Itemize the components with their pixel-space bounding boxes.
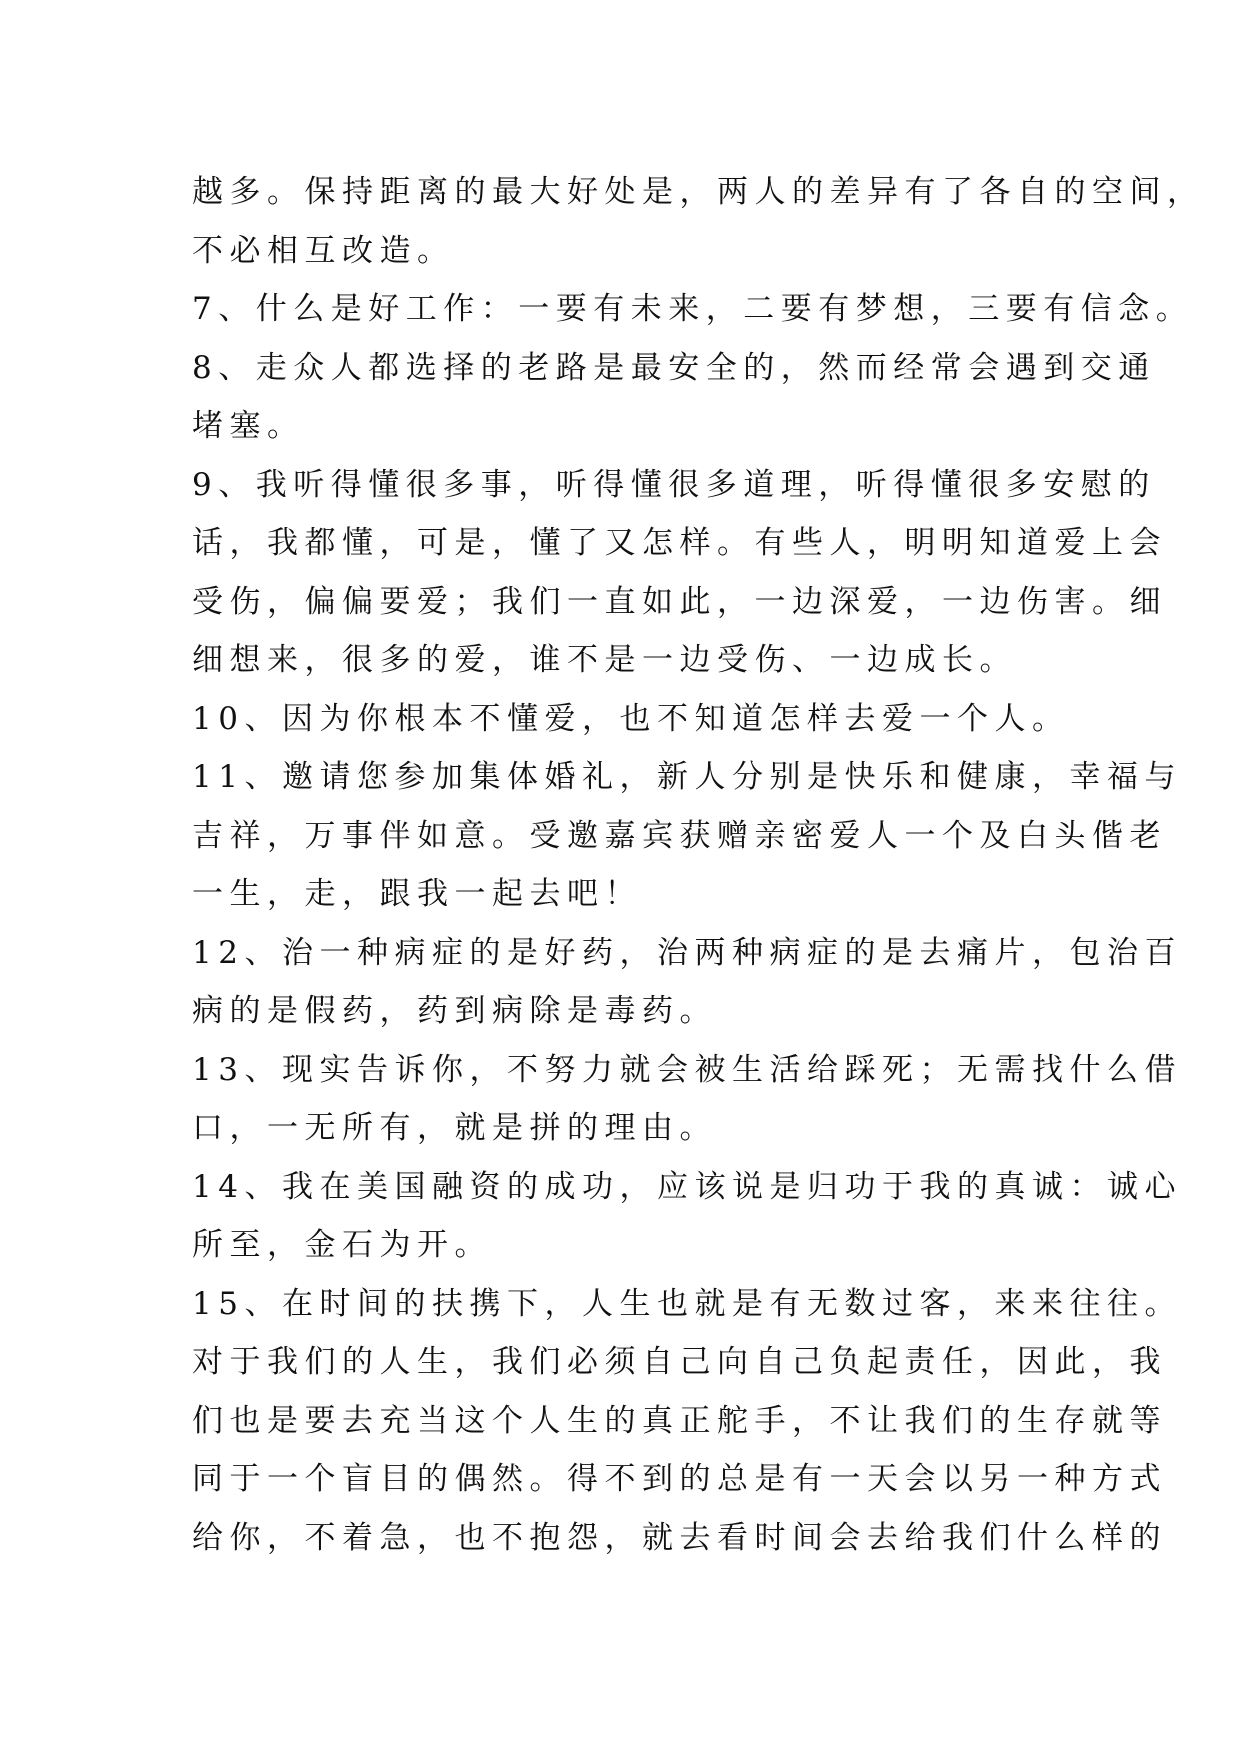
- text-line: 10、因为你根本不懂爱，也不知道怎样去爱一个人。: [192, 700, 1070, 737]
- text-line: 15、在时间的扶携下，人生也就是有无数过客，来来往往。: [192, 1285, 1182, 1322]
- text-line: 话，我都懂，可是，懂了又怎样。有些人，明明知道爱上会: [192, 525, 1167, 561]
- text-line: 7、什么是好工作：一要有未来，二要有梦想，三要有信念。: [192, 291, 1194, 327]
- text-line: 12、治一种病症的是好药，治两种病症的是去痛片，包治百: [192, 934, 1182, 971]
- text-line: 堵塞。: [192, 408, 305, 444]
- text-line: 不必相互改造。: [192, 232, 455, 269]
- body-text: [192, 163, 1205, 1567]
- text-line: 11、邀请您参加集体婚礼，新人分别是快乐和健康，幸福与: [192, 759, 1182, 795]
- text-line: 病的是假药，药到病除是毒药。: [192, 993, 717, 1029]
- text-line: 受伤，偏偏要爱；我们一直如此，一边深爱，一边伤害。细: [192, 583, 1167, 620]
- text-line: 们也是要去充当这个人生的真正舵手，不让我们的生存就等: [192, 1402, 1167, 1439]
- text-line: 13、现实告诉你，不努力就会被生活给踩死；无需找什么借: [192, 1051, 1182, 1088]
- text-line: 9、我听得懂很多事，听得懂很多道理，听得懂很多安慰的: [192, 466, 1156, 503]
- text-line: 吉祥，万事伴如意。受邀嘉宾获赠亲密爱人一个及白头偕老: [192, 817, 1167, 854]
- text-line: 口，一无所有，就是拼的理由。: [192, 1110, 717, 1146]
- text-line: 14、我在美国融资的成功，应该说是归功于我的真诚：诚心: [192, 1168, 1182, 1205]
- text-line: 一生，走，跟我一起去吧！: [192, 876, 642, 912]
- text-line: 给你，不着急，也不抱怨，就去看时间会去给我们什么样的: [192, 1519, 1167, 1556]
- text-line: 细想来，很多的爱，谁不是一边受伤、一边成长。: [192, 642, 1017, 678]
- text-line: 同于一个盲目的偶然。得不到的总是有一天会以另一种方式: [192, 1461, 1167, 1497]
- text-line: 8、走众人都选择的老路是最安全的，然而经常会遇到交通: [192, 349, 1156, 386]
- text-line: 所至，金石为开。: [192, 1227, 492, 1263]
- text-line: 对于我们的人生，我们必须自己向自己负起责任，因此，我: [192, 1344, 1167, 1380]
- text-line: 越多。保持距离的最大好处是，两人的差异有了各自的空间，: [192, 174, 1205, 210]
